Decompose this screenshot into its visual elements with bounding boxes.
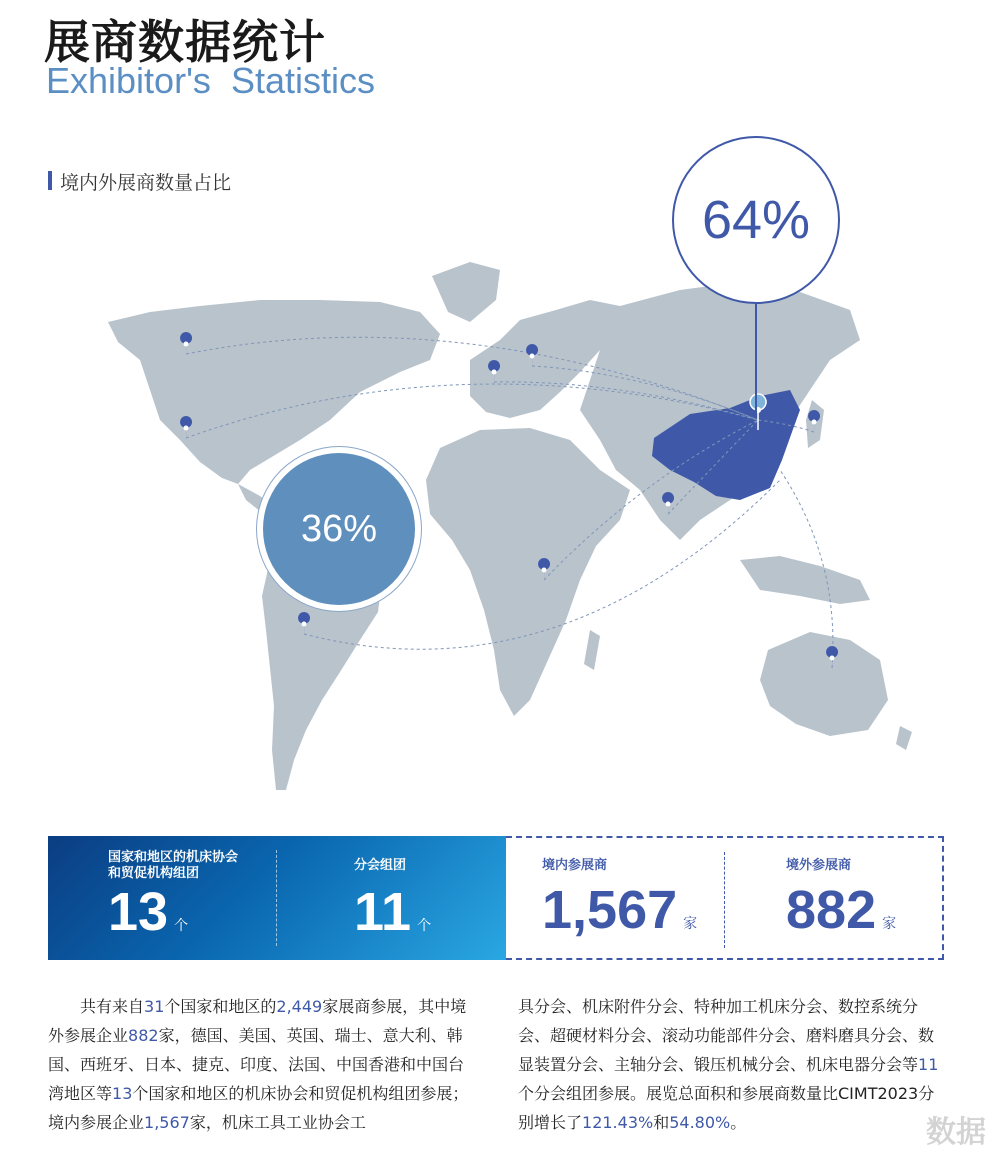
stat-value: 882 — [786, 880, 877, 940]
stat-unit: 个 — [174, 918, 189, 934]
stat-value: 1,567 — [542, 880, 678, 940]
madagascar — [584, 630, 600, 670]
stat-groups — [354, 858, 431, 940]
stat-value: 11 — [354, 882, 412, 942]
new-zealand — [896, 726, 912, 750]
world-map — [0, 120, 994, 820]
domestic-percent-circle — [672, 136, 840, 304]
stat-overseas — [786, 858, 896, 938]
domestic-percent: 64% — [701, 190, 811, 250]
stat-domestic — [542, 858, 697, 938]
stat-label: 分会组团 — [354, 858, 407, 873]
overseas-percent-circle — [263, 453, 415, 605]
stats-panel-exhibitors — [506, 836, 944, 960]
stat-label: 和贸促机构组团 — [108, 866, 200, 881]
page-title-en: Exhibitor's Statistics — [46, 60, 375, 101]
stat-label: 境外参展商 — [786, 858, 852, 873]
se-asia-islands — [740, 556, 870, 604]
north-america — [108, 300, 440, 484]
body-paragraph-right: 具分会、机床附件分会、特种加工机床分会、数控系统分会、超硬材料分会、滚动功能部件分会、磨料磨具分会、数显装置分会、主轴分会、锻压机械分会、机床电器分会等11个分会组团参展。展览总面积和参展商数量比CIMT2023分别增长了121.43%和54.80%。 — [518, 997, 939, 1132]
greenland — [432, 262, 500, 322]
stat-unit: 家 — [683, 916, 698, 932]
stat-label: 境内参展商 — [542, 858, 608, 873]
watermark: 数据 — [926, 1115, 986, 1150]
stat-unit: 个 — [417, 918, 432, 934]
page-title-cn: 展商数据统计 — [44, 15, 326, 69]
divider — [724, 852, 725, 948]
body-paragraph-left: 共有来自31个国家和地区的2,449家展商参展，其中境外参展企业882家，德国、美国、英国、瑞士、意大利、韩国、西班牙、日本、捷克、印度、法国、中国香港和中国台湾地区等13个国家和地区的机床协会和贸促机构组团参展；境内参展企业1,567家，机床工具工业协会工 — [48, 997, 469, 1132]
africa — [426, 428, 630, 716]
overseas-percent: 36% — [300, 507, 378, 550]
stat-associations — [108, 850, 238, 940]
stat-label: 国家和地区的机床协会 — [108, 850, 239, 865]
divider — [276, 850, 277, 946]
stat-value: 13 — [108, 882, 169, 942]
land-masses — [108, 262, 912, 790]
section-label: 境内外展商数量占比 — [48, 168, 231, 195]
stats-panel-groups — [48, 836, 506, 960]
percent-connector-line — [755, 304, 757, 414]
australia — [760, 632, 888, 736]
stat-unit: 家 — [882, 916, 897, 932]
